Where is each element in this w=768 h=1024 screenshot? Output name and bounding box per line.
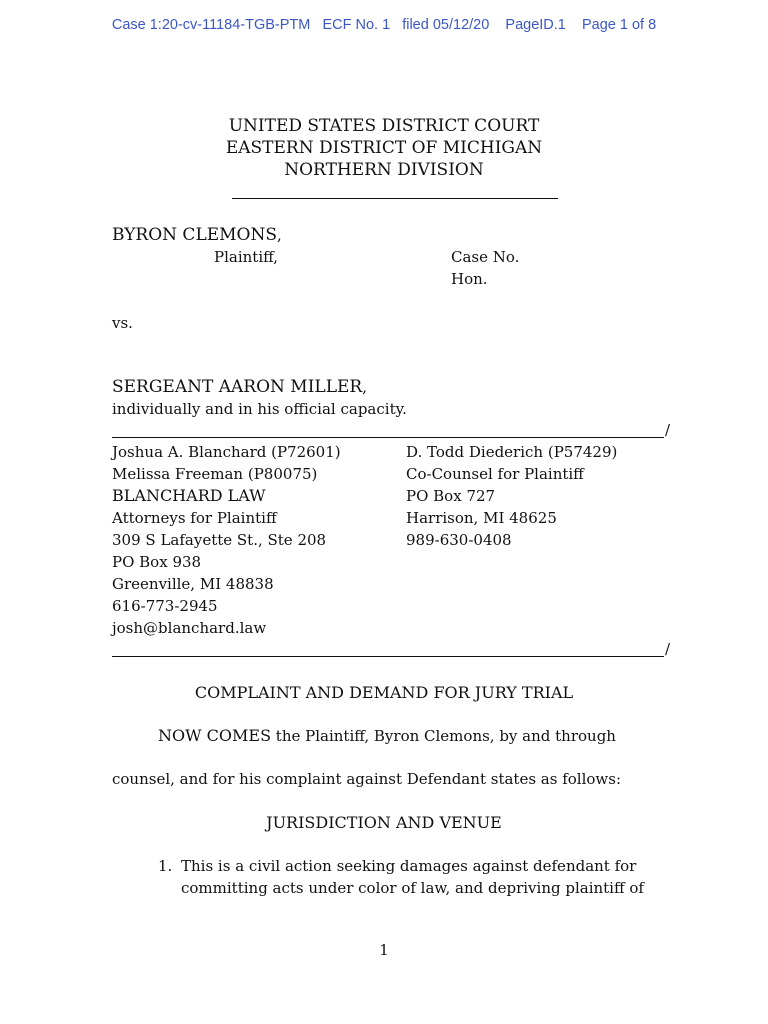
plaintiff-role: Plaintiff,	[214, 248, 279, 266]
co-counsel-po-box: PO Box 727	[406, 487, 496, 505]
plaintiff-comma: ,	[277, 226, 282, 244]
versus: vs.	[112, 314, 133, 332]
plaintiff-name-line	[112, 225, 282, 245]
attorney-freeman: Melissa Freeman (P80075)	[112, 465, 318, 483]
section-heading: JURISDICTION AND VENUE	[266, 813, 502, 832]
page-number: 1	[379, 941, 389, 959]
co-counsel-city: Harrison, MI 48625	[406, 509, 557, 527]
firm-email: josh@blanchard.law	[112, 619, 267, 637]
item-number: 1.	[158, 857, 173, 875]
judge-label: Hon.	[451, 270, 488, 288]
firm-city: Greenville, MI 48838	[112, 575, 274, 593]
attorney-diederich: D. Todd Diederich (P57429)	[406, 443, 618, 461]
intro-line-2: counsel, and for his complaint against Defendant states as follows:	[112, 770, 622, 788]
defendant-name-line	[112, 377, 367, 397]
ecf-header: Case 1:20-cv-11184-TGB-PTM ECF No. 1 filed 05/12/20 PageID.1 Page 1 of 8	[111, 17, 657, 33]
plaintiff-name: BYRON CLEMONS	[112, 225, 278, 245]
caption-slash-bottom: /	[665, 640, 671, 658]
defendant-capacity: individually and in his official capacity.	[112, 400, 407, 418]
case-number-label: Case No.	[451, 248, 520, 266]
caption-rule-top	[112, 437, 664, 438]
co-counsel-phone: 989-630-0408	[406, 531, 512, 549]
item-line-1: This is a civil action seeking damages against defendant for	[181, 857, 637, 875]
court-division: NORTHERN DIVISION	[284, 160, 484, 180]
firm-phone: 616-773-2945	[112, 597, 218, 615]
co-counsel-role: Co-Counsel for Plaintiff	[406, 465, 584, 483]
intro-line-1	[158, 726, 616, 745]
law-firm-name: BLANCHARD LAW	[112, 486, 266, 505]
document-title: COMPLAINT AND DEMAND FOR JURY TRIAL	[194, 683, 574, 702]
intro-rest: the Plaintiff, Byron Clemons, by and through	[271, 727, 616, 745]
attorneys-role: Attorneys for Plaintiff	[112, 509, 277, 527]
firm-street: 309 S Lafayette St., Ste 208	[112, 531, 327, 549]
firm-po-box: PO Box 938	[112, 553, 202, 571]
defendant-name: SERGEANT AARON MILLER	[112, 377, 363, 397]
attorney-blanchard: Joshua A. Blanchard (P72601)	[112, 443, 341, 461]
caption-divider	[232, 198, 558, 199]
caption-slash-top: /	[665, 421, 671, 439]
court-district: EASTERN DISTRICT OF MICHIGAN	[225, 138, 543, 158]
defendant-comma: ,	[362, 378, 367, 396]
intro-lead: NOW COMES	[158, 726, 272, 745]
caption-rule-bottom	[112, 656, 664, 657]
item-line-2: committing acts under color of law, and depriving plaintiff of	[181, 879, 644, 897]
court-name: UNITED STATES DISTRICT COURT	[228, 116, 540, 136]
